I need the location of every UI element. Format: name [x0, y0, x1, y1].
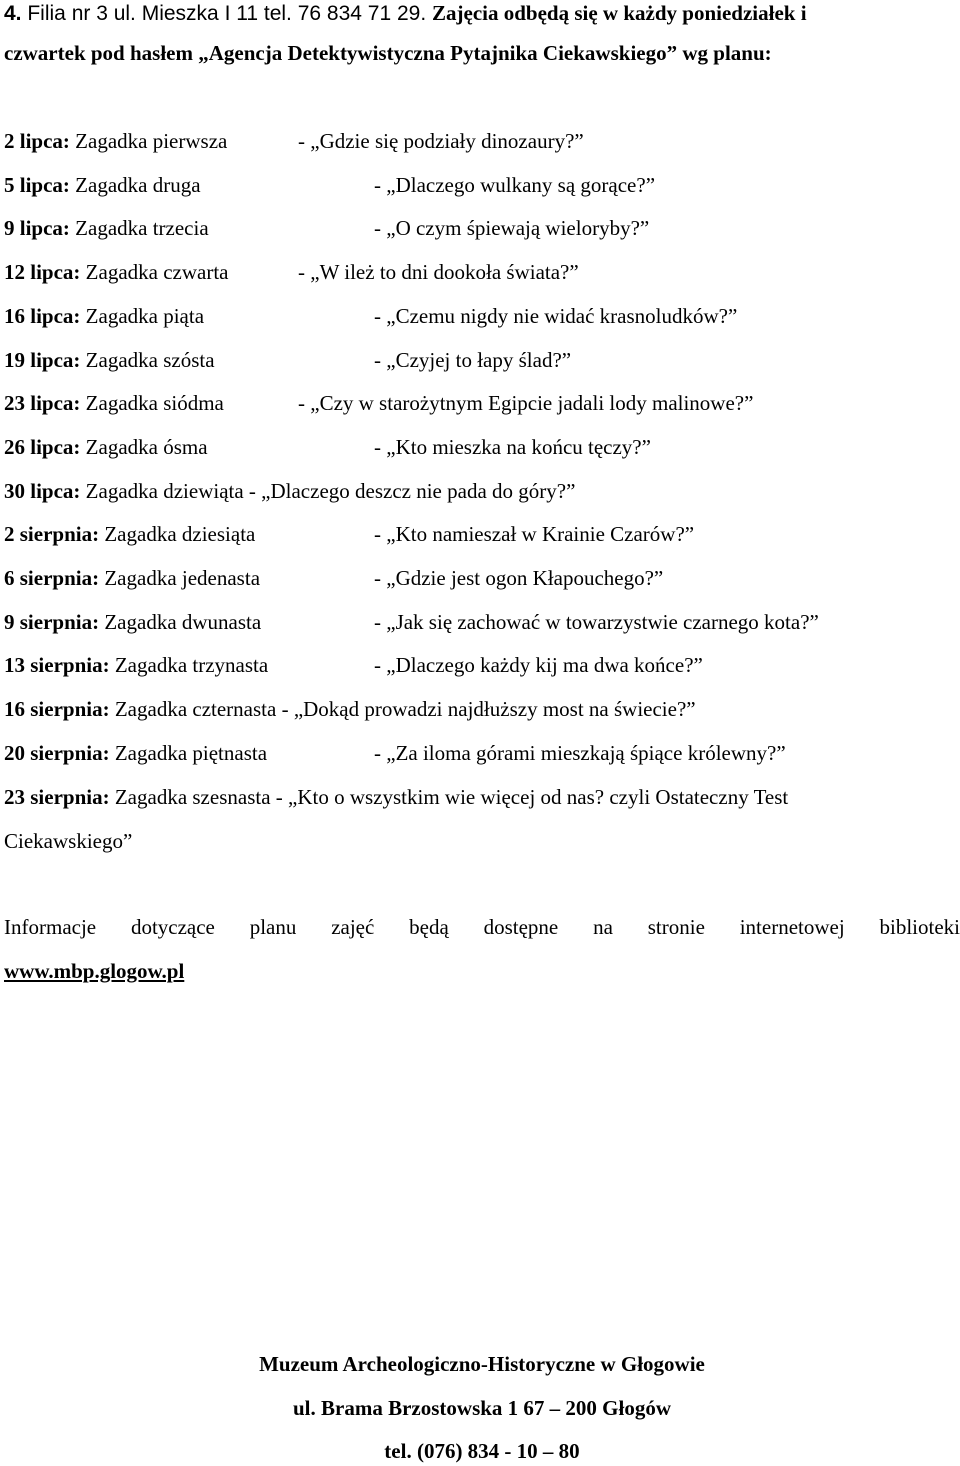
schedule-date-title: [4, 696, 696, 722]
schedule-title: Zagadka druga: [75, 173, 201, 197]
schedule-date-title: [4, 215, 209, 241]
schedule-date: 20 sierpnia:: [4, 741, 110, 765]
schedule-title: Zagadka dwunasta: [104, 610, 262, 634]
schedule-question: - „Dlaczego deszcz nie pada do góry?”: [248, 479, 576, 503]
schedule-date: 6 sierpnia:: [4, 566, 100, 590]
schedule-date-title: [4, 521, 255, 547]
last-entry-date: 23 sierpnia:: [4, 785, 110, 809]
section-number: 4.: [4, 2, 22, 25]
last-entry-continuation: Ciekawskiego”: [4, 829, 133, 853]
schedule-date: 13 sierpnia:: [4, 653, 110, 677]
schedule-date: 16 lipca:: [4, 304, 81, 328]
footer-phone: tel. (076) 834 - 10 – 80: [384, 1439, 580, 1463]
footer-museum-name: Muzeum Archeologiczno-Historyczne w Głogowie: [259, 1352, 705, 1376]
schedule-question: - „Dlaczego każdy kij ma dwa końce?”: [374, 653, 703, 677]
schedule-title: Zagadka czwarta: [85, 260, 229, 284]
schedule-title: Zagadka czternasta: [114, 697, 277, 721]
footer-address: ul. Brama Brzostowska 1 67 – 200 Głogów: [293, 1396, 671, 1420]
schedule-date-title: [4, 740, 267, 766]
schedule-question: - „Gdzie się podziały dinozaury?”: [298, 129, 584, 153]
schedule-title: Zagadka dziesiąta: [104, 522, 256, 546]
schedule-question: - „Czyjej to łapy ślad?”: [374, 348, 572, 372]
schedule-date-title: [4, 609, 261, 635]
schedule-title: Zagadka siódma: [85, 391, 224, 415]
schedule-date: 30 lipca:: [4, 479, 81, 503]
schedule-question: - „Dokąd prowadzi najdłuższy most na świecie?”: [281, 697, 696, 721]
schedule-title: Zagadka dziewiąta: [85, 479, 244, 503]
schedule-date: 26 lipca:: [4, 435, 81, 459]
schedule-date-title: [4, 128, 227, 154]
schedule-date-title: [4, 390, 224, 416]
schedule-question: - „Dlaczego wulkany są gorące?”: [374, 173, 656, 197]
schedule-question: - „W ileż to dni dookoła świata?”: [298, 260, 579, 284]
last-entry-text: Zagadka szesnasta - „Kto o wszystkim wie więcej od nas? czyli Ostateczny Test: [109, 785, 789, 809]
schedule-title: Zagadka piąta: [85, 304, 205, 328]
schedule-date-title: [4, 652, 268, 678]
schedule-question: - „Kto mieszka na końcu tęczy?”: [374, 435, 651, 459]
header-line-1: [4, 0, 807, 27]
schedule-date-title: [4, 259, 229, 285]
info-paragraph: Informacje dotyczące planu zajęć będą dostępne na stronie internetowej biblioteki: [4, 915, 960, 939]
schedule-title: Zagadka ósma: [85, 435, 208, 459]
branch-info: Filia nr 3 ul. Mieszka I 11 tel. 76 834 71 29.: [21, 2, 433, 25]
schedule-question: - „Jak się zachować w towarzystwie czarnego kota?”: [374, 610, 819, 634]
schedule-date: 23 lipca:: [4, 391, 81, 415]
schedule-date: 12 lipca:: [4, 260, 81, 284]
schedule-date: 9 lipca:: [4, 216, 70, 240]
schedule-date-title: [4, 478, 575, 504]
schedule-date: 5 lipca:: [4, 173, 70, 197]
schedule-date: 9 sierpnia:: [4, 610, 100, 634]
header-line-2: czwartek pod hasłem „Agencja Detektywistyczna Pytajnika Ciekawskiego” wg planu:: [4, 41, 772, 65]
schedule-date: 2 sierpnia:: [4, 522, 100, 546]
schedule-question: - „O czym śpiewają wieloryby?”: [374, 216, 650, 240]
schedule-title: Zagadka pierwsza: [75, 129, 228, 153]
document-page: [4, 0, 960, 1466]
schedule-title: Zagadka szósta: [85, 348, 215, 372]
schedule-intro: Zajęcia odbędą się w każdy poniedziałek i: [432, 1, 807, 25]
schedule-date: 2 lipca:: [4, 129, 70, 153]
schedule-date: 16 sierpnia:: [4, 697, 110, 721]
schedule-title: Zagadka piętnasta: [114, 741, 268, 765]
schedule-question: - „Za iloma górami mieszkają śpiące królewny?”: [374, 741, 786, 765]
library-website-link[interactable]: www.mbp.glogow.pl: [4, 959, 185, 983]
schedule-date-title: [4, 565, 260, 591]
schedule-title: Zagadka trzecia: [75, 216, 209, 240]
schedule-question: - „Czemu nigdy nie widać krasnoludków?”: [374, 304, 738, 328]
schedule-question: - „Gdzie jest ogon Kłapouchego?”: [374, 566, 664, 590]
schedule-title: Zagadka jedenasta: [104, 566, 261, 590]
schedule-question: - „Kto namieszał w Krainie Czarów?”: [374, 522, 695, 546]
schedule-date-title: [4, 303, 204, 329]
schedule-date-title: [4, 347, 215, 373]
schedule-date-title: [4, 434, 208, 460]
last-entry: [4, 784, 788, 810]
schedule-date-title: [4, 172, 201, 198]
schedule-date: 19 lipca:: [4, 348, 81, 372]
schedule-title: Zagadka trzynasta: [114, 653, 269, 677]
schedule-question: - „Czy w starożytnym Egipcie jadali lody malinowe?”: [298, 391, 754, 415]
